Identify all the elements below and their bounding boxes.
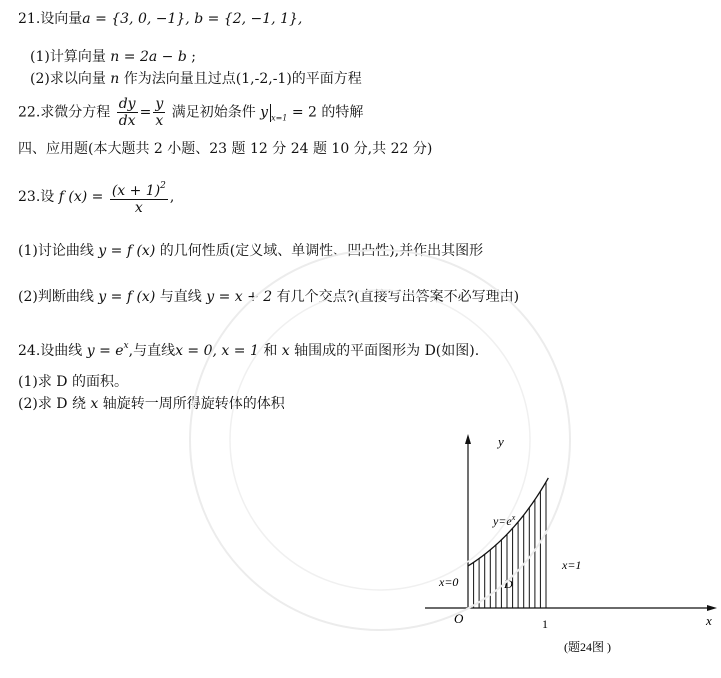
q24-mid2: 和 <box>263 343 278 359</box>
x1-label: x=1 <box>562 558 582 572</box>
x-axis-arrow-icon <box>707 605 717 611</box>
q21-vector-b: b = {2, −1, 1}, <box>194 11 303 27</box>
q21-head: 21.设向量 <box>18 11 83 27</box>
q23-part1-suffix: 的几何性质(定义域、单调性、凹凸性),并作出其图形 <box>159 243 484 259</box>
q24-head: 24.设曲线 <box>18 343 83 359</box>
q24-part2-prefix: (2)求 D 绕 <box>18 396 86 412</box>
q23-fraction: $\frac{(x + 1)^2}{x}$ <box>110 178 168 216</box>
q21-part1-prefix: (1)计算向量 <box>30 49 106 65</box>
q21-part2-var: n <box>110 71 120 87</box>
origin-label: O <box>454 611 464 626</box>
q23-part2-suffix: 有几个交点?(直接写出答案不必写理由) <box>276 289 520 305</box>
tick-1-label: 1 <box>542 617 548 631</box>
figure-caption: (题24图 ) <box>564 640 611 654</box>
q24-part2-var: x <box>90 396 99 412</box>
q21-vector-a: a = {3, 0, −1}, <box>82 11 195 27</box>
q22-y: y <box>260 104 269 121</box>
q23-part2-prefix: (2)判断曲线 <box>18 289 94 305</box>
q24-xvar: x <box>281 343 290 359</box>
q21-part1-expr: n = 2a − b <box>110 49 187 65</box>
y-axis-label: y <box>498 434 504 449</box>
q23-part1-expr: y = f (x) <box>98 243 156 259</box>
q24-curve-sup: x <box>123 341 129 351</box>
q22-head: 22.求微分方程 <box>18 104 111 121</box>
q22-sub: x=1 <box>271 113 288 123</box>
q22-fraction-yx: $\frac{y}{x}$ <box>155 96 164 129</box>
q22-value: = 2 <box>291 104 317 121</box>
q22-fraction-dydx: $\frac{dy}{dx}$ <box>118 96 136 129</box>
q24-part2-suffix: 轴旋转一周所得旋转体的体积 <box>102 396 285 412</box>
q23-part2-expr2: y = x + 2 <box>206 289 273 305</box>
y-axis-arrow-icon <box>465 434 471 444</box>
q21-part1-suffix: ; <box>191 49 196 65</box>
q24-lines: x = 0, x = 1 <box>175 343 259 359</box>
x0-label: x=0 <box>439 575 459 589</box>
q21-part2-suffix: 作为法向量且过点(1,-2,-1)的平面方程 <box>123 71 362 87</box>
q23-part1-prefix: (1)讨论曲线 <box>18 243 94 259</box>
curve-label: $y=e^x$ <box>493 513 516 528</box>
q22-tail: 的特解 <box>321 104 364 121</box>
q21-part2-prefix: (2)求以向量 <box>30 71 106 87</box>
section-4-heading: 四、应用题(本大题共 2 小题、23 题 12 分 24 题 10 分,共 22 分) <box>18 141 433 157</box>
x-axis-label: x <box>706 613 712 628</box>
q24-tail: 轴围成的平面图形为 D(如图). <box>294 343 480 359</box>
q22-equals: = <box>139 104 152 121</box>
q23-tail: , <box>169 189 175 205</box>
q23-head: 23.设 <box>18 189 55 205</box>
q24-mid1: ,与直线 <box>128 343 176 359</box>
q24-curve: y = e <box>86 343 124 359</box>
q23-fx: f (x) = <box>58 189 104 205</box>
region-label: D <box>504 577 513 591</box>
q23-part2-mid: 与直线 <box>159 289 202 305</box>
q24-part1: (1)求 D 的面积。 <box>18 374 128 390</box>
q23-part2-expr: y = f (x) <box>98 289 156 305</box>
q22-mid: 满足初始条件 <box>171 104 256 121</box>
